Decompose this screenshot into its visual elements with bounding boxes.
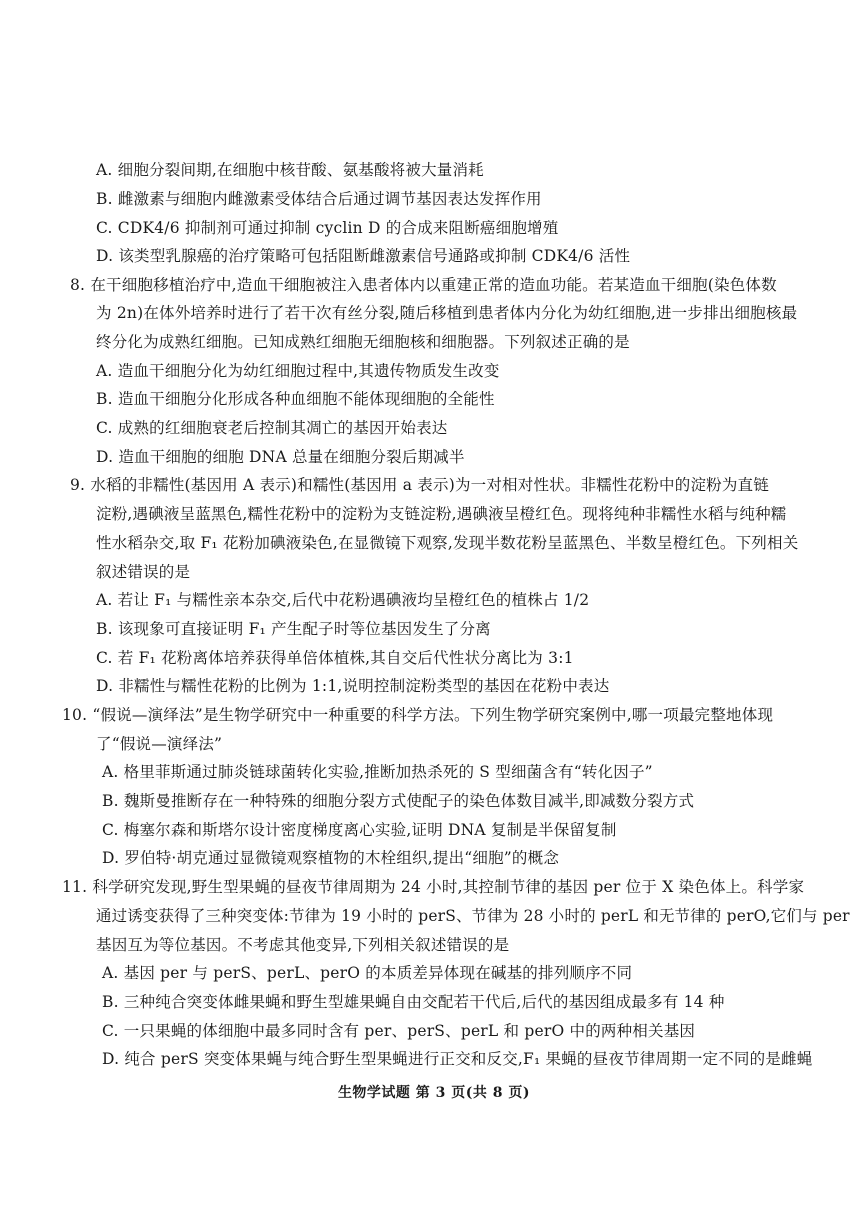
q7-option-c: C. CDK4/6 抑制剂可通过抑制 cyclin D 的合成来阻断癌细胞增殖 bbox=[96, 219, 559, 237]
q11-option-b: B. 三种纯合突变体雌果蝇和野生型雄果蝇自由交配若干代后,后代的基因组成最多有 14 种 bbox=[102, 993, 725, 1011]
q8-option-c: C. 成熟的红细胞衰老后控制其凋亡的基因开始表达 bbox=[96, 419, 448, 437]
q8-option-d: D. 造血干细胞的细胞 DNA 总量在细胞分裂后期减半 bbox=[96, 448, 465, 466]
q9-option-a: A. 若让 F₁ 与糯性亲本杂交,后代中花粉遇碘液均呈橙红色的植株占 1/2 bbox=[96, 591, 590, 609]
q9-stem-line-3: 性水稻杂交,取 F₁ 花粉加碘液染色,在显微镜下观察,发现半数花粉呈蓝黑色、半数呈橙红色。下列相关 bbox=[96, 534, 799, 552]
q8-stem-line-2: 为 2n)在体外培养时进行了若干次有丝分裂,随后移植到患者体内分化为幼红细胞,进一步排出细胞核最 bbox=[96, 304, 798, 322]
page-footer: 生物学试题 第 3 页(共 8 页) bbox=[337, 1085, 531, 1101]
q10-stem-line-1: 10. “假说—演绎法”是生物学研究中一种重要的科学方法。下列生物学研究案例中,哪一项最完整地体现 bbox=[62, 706, 774, 724]
q8-stem-line-1: 8. 在干细胞移植治疗中,造血干细胞被注入患者体内以重建正常的造血功能。若某造血干细胞(染色体数 bbox=[70, 276, 777, 294]
q8-stem-line-3: 终分化为成熟红细胞。已知成熟红细胞无细胞核和细胞器。下列叙述正确的是 bbox=[96, 333, 630, 351]
q9-stem-line-4: 叙述错误的是 bbox=[96, 563, 191, 581]
q8-option-a: A. 造血干细胞分化为幼红细胞过程中,其遗传物质发生改变 bbox=[96, 362, 500, 380]
q11-option-a: A. 基因 per 与 perS、perL、perO 的本质差异体现在碱基的排列顺序不同 bbox=[102, 964, 633, 982]
q11-stem-line-2: 通过诱变获得了三种突变体:节律为 19 小时的 perS、节律为 28 小时的 perL 和无节律的 perO,它们与 per bbox=[96, 907, 850, 925]
q10-option-c: C. 梅塞尔森和斯塔尔设计密度梯度离心实验,证明 DNA 复制是半保留复制 bbox=[102, 821, 617, 839]
q7-option-d: D. 该类型乳腺癌的治疗策略可包括阻断雌激素信号通路或抑制 CDK4/6 活性 bbox=[96, 247, 631, 265]
q11-stem-line-1: 11. 科学研究发现,野生型果蝇的昼夜节律周期为 24 小时,其控制节律的基因 per 位于 X 染色体上。科学家 bbox=[62, 878, 805, 896]
q11-stem-line-3: 基因互为等位基因。不考虑其他变异,下列相关叙述错误的是 bbox=[96, 936, 510, 954]
q9-option-b: B. 该现象可直接证明 F₁ 产生配子时等位基因发生了分离 bbox=[96, 620, 491, 638]
q11-option-d: D. 纯合 perS 突变体果蝇与纯合野生型果蝇进行正交和反交,F₁ 果蝇的昼夜节律周期一定不同的是雌蝇 bbox=[102, 1050, 813, 1068]
q10-option-d: D. 罗伯特·胡克通过显微镜观察植物的木栓组织,提出“细胞”的概念 bbox=[102, 849, 560, 867]
q7-option-b: B. 雌激素与细胞内雌激素受体结合后通过调节基因表达发挥作用 bbox=[96, 190, 542, 208]
q9-option-c: C. 若 F₁ 花粉离体培养获得单倍体植株,其自交后代性状分离比为 3:1 bbox=[96, 649, 574, 667]
q10-option-a: A. 格里菲斯通过肺炎链球菌转化实验,推断加热杀死的 S 型细菌含有“转化因子” bbox=[102, 763, 653, 781]
q9-stem-line-1: 9. 水稻的非糯性(基因用 A 表示)和糯性(基因用 a 表示)为一对相对性状。非糯性花粉中的淀粉为直链 bbox=[70, 476, 769, 494]
q10-option-b: B. 魏斯曼推断存在一种特殊的细胞分裂方式使配子的染色体数目减半,即减数分裂方式 bbox=[102, 792, 695, 810]
q10-stem-line-2: 了“假说—演绎法” bbox=[96, 735, 223, 753]
q7-option-a: A. 细胞分裂间期,在细胞中核苷酸、氨基酸将被大量消耗 bbox=[96, 161, 484, 179]
q8-option-b: B. 造血干细胞分化形成各种血细胞不能体现细胞的全能性 bbox=[96, 390, 495, 408]
q11-option-c: C. 一只果蝇的体细胞中最多同时含有 per、perS、perL 和 perO 中的两种相关基因 bbox=[102, 1022, 696, 1040]
q9-stem-line-2: 淀粉,遇碘液呈蓝黑色,糯性花粉中的淀粉为支链淀粉,遇碘液呈橙红色。现将纯种非糯性水稻与纯种糯 bbox=[96, 505, 787, 523]
q9-option-d: D. 非糯性与糯性花粉的比例为 1:1,说明控制淀粉类型的基因在花粉中表达 bbox=[96, 677, 610, 695]
